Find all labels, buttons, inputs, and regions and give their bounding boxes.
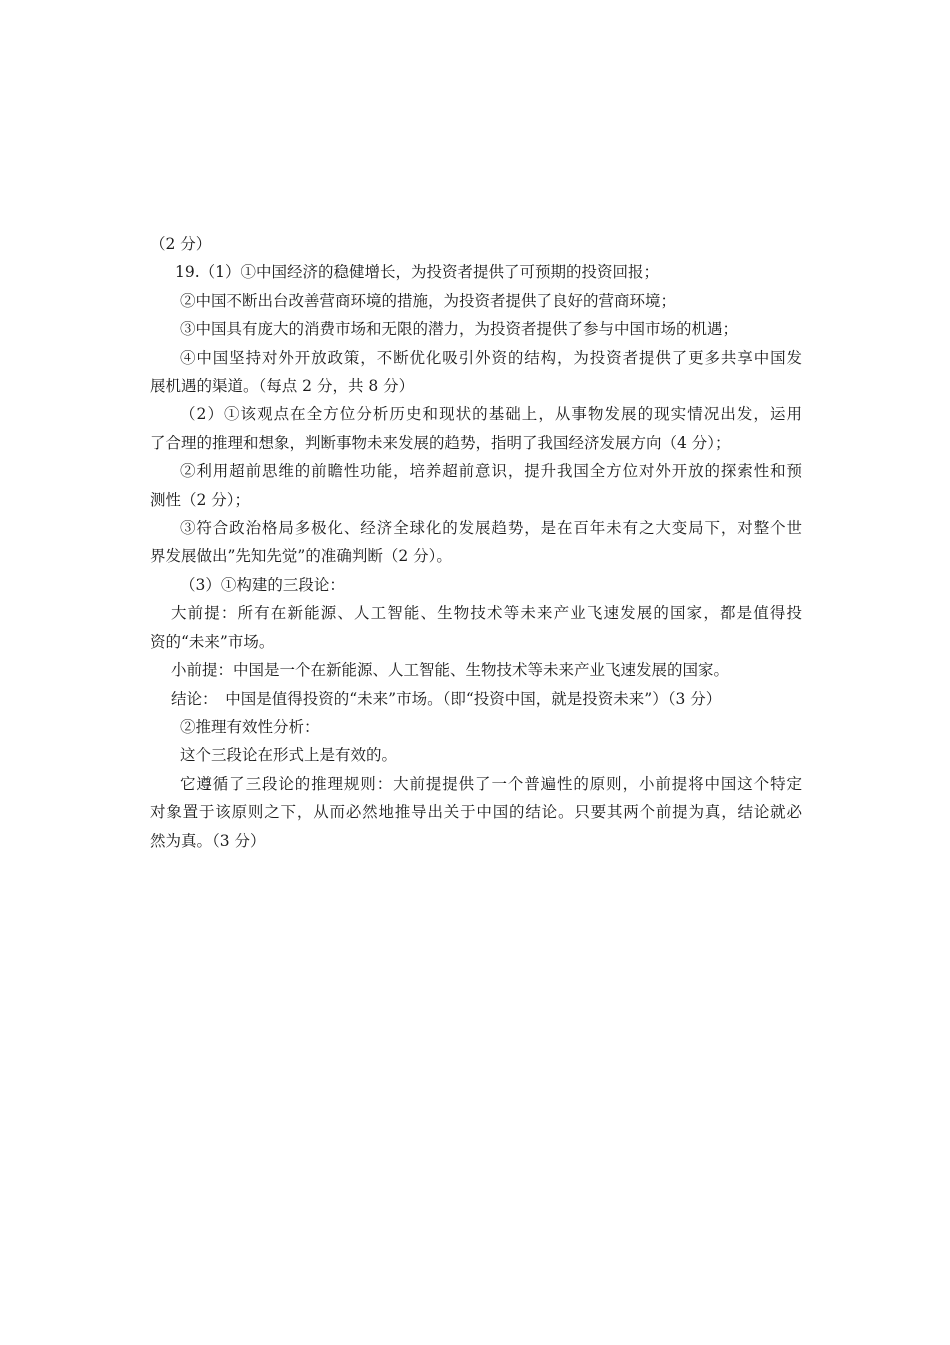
text-line: 然为真。（3 分） <box>150 831 266 850</box>
text-line: ②推理有效性分析： <box>180 717 320 736</box>
text-line: 测性（2 分）； <box>150 490 251 509</box>
text-line: 这个三段论在形式上是有效的。 <box>180 746 398 765</box>
text-line: 19.（1）①中国经济的稳健增长，为投资者提供了可预期的投资回报； <box>175 263 660 282</box>
answer-document <box>150 230 802 855</box>
text-line: 资的“未来”市场。 <box>150 632 275 651</box>
text-line: ④中国坚持对外开放政策，不断优化吸引外资的结构，为投资者提供了更多共享中国发 <box>180 348 802 367</box>
text-line: （2 分） <box>150 235 212 253</box>
text-line: 大前提：所有在新能源、人工智能、生物技术等未来产业飞速发展的国家，都是值得投 <box>171 604 802 623</box>
text-line: 结论： 中国是值得投资的“未来”市场。（即“投资中国，就是投资未来”）（3 分） <box>171 689 722 708</box>
text-line: 小前提：中国是一个在新能源、人工智能、生物技术等未来产业飞速发展的国家。 <box>171 661 730 680</box>
text-line: （3）①构建的三段论： <box>180 575 345 594</box>
text-line: 它遵循了三段论的推理规则：大前提提供了一个普遍性的原则，小前提将中国这个特定 <box>180 774 802 793</box>
text-line: 了合理的推理和想象，判断事物未来发展的趋势，指明了我国经济发展方向（4 分）； <box>150 433 731 452</box>
text-line: 对象置于该原则之下，从而必然地推导出关于中国的结论。只要其两个前提为真，结论就必 <box>150 803 802 822</box>
text-line: ③中国具有庞大的消费市场和无限的潜力，为投资者提供了参与中国市场的机遇； <box>180 320 739 339</box>
text-line: 界发展做出”先知先觉”的准确判断（2 分）。 <box>150 547 452 566</box>
text-line: 展机遇的渠道。（每点 2 分，共 8 分） <box>150 377 415 396</box>
text-line: ②利用超前思维的前瞻性功能，培养超前意识，提升我国全方位对外开放的探索性和预 <box>180 462 802 481</box>
text-line: （2）①该观点在全方位分析历史和现状的基础上，从事物发展的现实情况出发，运用 <box>180 405 802 424</box>
text-line: ③符合政治格局多极化、经济全球化的发展趋势，是在百年未有之大变局下，对整个世 <box>180 519 802 538</box>
text-line: ②中国不断出台改善营商环境的措施，为投资者提供了良好的营商环境； <box>180 291 677 310</box>
